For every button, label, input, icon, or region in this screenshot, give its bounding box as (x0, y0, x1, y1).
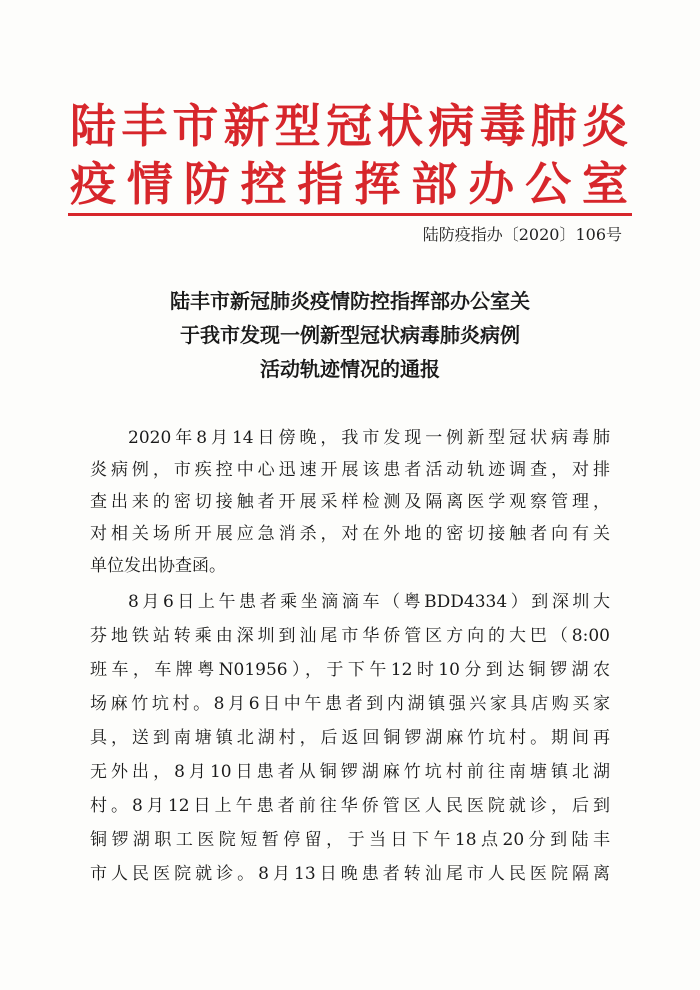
paragraph-1-line: 单位发出协查函。 (90, 556, 226, 576)
paragraph-1-line: 查出来的密切接触者开展采样检测及隔离医学观察管理， (90, 492, 610, 512)
paragraph-2-line: 市人民医院就诊。8月13日晚患者转汕尾市人民医院隔离 (90, 864, 610, 884)
paragraph-2-line: 班车，车牌粤N01956），于下午12时10分到达铜锣湖农 (90, 660, 610, 680)
paragraph-2-line: 村。8月12日上午患者前往华侨管区人民医院就诊，后到 (90, 796, 610, 816)
paragraph-2-line: 铜锣湖职工医院短暂停留，于当日下午18点20分到陆丰 (90, 830, 610, 850)
paragraph-1-line: 2020年8月14日傍晚，我市发现一例新型冠状病毒肺 (128, 428, 610, 448)
paragraph-2-line: 8月6日上午患者乘坐滴滴车（粤BDD4334）到深圳大 (128, 592, 610, 612)
paragraph-2-line: 具，送到南塘镇北湖村，后返回铜锣湖麻竹坑村。期间再 (90, 728, 610, 748)
paragraph-2-line: 场麻竹坑村。8月6日中午患者到内湖镇强兴家具店购买家 (90, 694, 610, 714)
paragraph-1-line: 炎病例，市疾控中心迅速开展该患者活动轨迹调查，对排 (90, 460, 610, 480)
notice-title-line-1: 陆丰市新冠肺炎疫情防控指挥部办公室关 (170, 289, 530, 313)
red-header-rule (68, 213, 632, 216)
issuer-title-line-2: 疫情防控指挥部办公室 (70, 157, 630, 211)
paragraph-1-line: 对相关场所开展应急消杀，对在外地的密切接触者向有关 (90, 524, 610, 544)
paragraph-2-line: 芬地铁站转乘由深圳到汕尾市华侨管区方向的大巴（8:00 (90, 626, 610, 646)
paragraph-2-line: 无外出，8月10日患者从铜锣湖麻竹坑村前往南塘镇北湖 (90, 762, 610, 782)
notice-title-line-3: 活动轨迹情况的通报 (260, 357, 440, 381)
notice-title-line-2: 于我市发现一例新型冠状病毒肺炎病例 (180, 323, 520, 347)
document-number: 陆防疫指办〔2020〕106号 (422, 225, 622, 244)
issuer-title-line-1: 陆丰市新型冠状病毒肺炎 (70, 99, 630, 153)
